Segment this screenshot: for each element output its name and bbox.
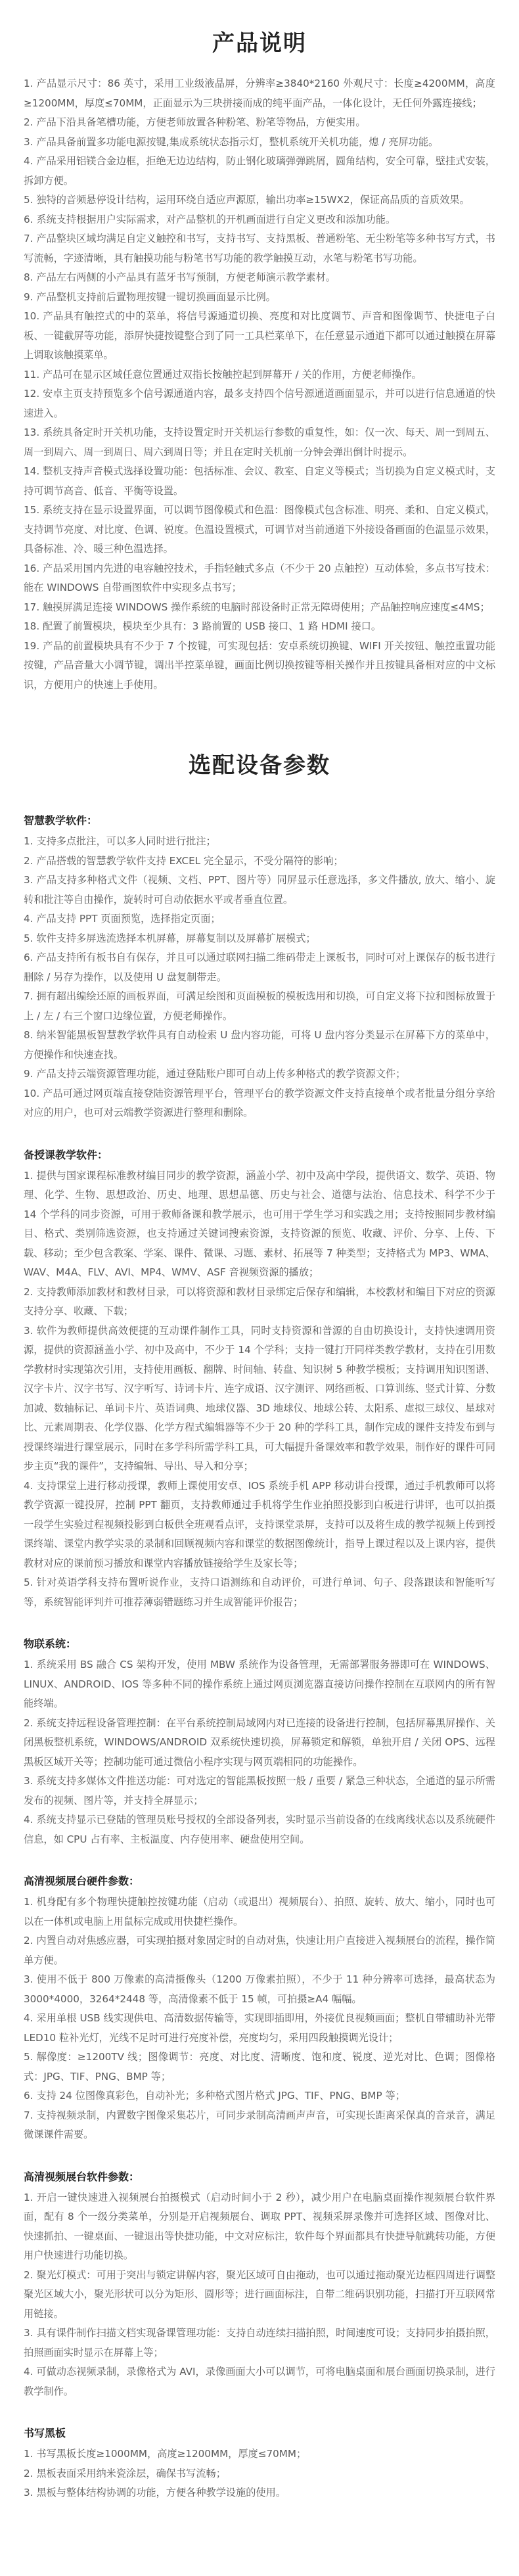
product-item: 2. 产品下沿具备笔槽功能，方便老师放置各种粉笔、粉笔等物品，方便实用。 <box>24 116 366 128</box>
product-item: 9. 产品整机支持前后置物理按键一键切换画面显示比例。 <box>24 290 276 303</box>
spec-section-heading: 书写黑板 <box>24 2427 66 2439</box>
spec-item: 9. 产品支持云端资源管理功能，通过登陆账户即可自动上传多种格式的教学资源文件； <box>24 1068 406 1080</box>
spec-item: 8. 纳米智能黑板智慧教学软件具有自动检索 U 盘内容功能，可将 U 盘内容分类显示在屏幕下方的菜单中，方便操作和快速查找。 <box>24 1029 495 1061</box>
spec-item: 4. 产品支持 PPT 页面预览，选择指定页面； <box>24 913 221 925</box>
spec-section <box>24 1872 495 2145</box>
product-item: 8. 产品左右两侧的小产品具有蓝牙书写预制，方便老师演示教学素材。 <box>24 271 336 283</box>
spec-item: 5. 针对英语学科支持布置听说作业，支持口语测练和自动评价，可进行单词、句子、段落跟读和智能听写等，系统智能评判并可推荐薄弱错题练习并生成智能评价报告； <box>24 1576 495 1608</box>
spec-item: 1. 提供与国家课程标准教材编目同步的教学资源，涵盖小学、初中及高中学段，提供语文、数学、英语、物理、化学、生物、思想政治、历史、地理、思想品德、历史与社会、道德与法治、信息技术、科学不少于 14 个学科的同步资源，可用于教师备课和教学展示，也可用于学生学习和实践之用；支持按照同步教材编目、格式、类别筛选资源，也支持通过关键词搜索资源，支持资源的预览、收藏、评价、分享、上传、下载、移动；至少包含教案、学案、课件、微课、习题、素材、拓展等 7 种类型；支持格式为 MP3、WMA、WAV、M4A、FLV、AVI、MP4、WMV、ASF 音视频资源的播放； <box>24 1169 495 1278</box>
product-item: 17. 触摸屏满足连接 WINDOWS 操作系统的电脑时部设备时正常无障碍使用；产品触控响应速度≤4MS； <box>24 601 490 613</box>
spec-item: 4. 系统支持显示已登陆的管理员账号授权的全部设备列表，实时显示当前设备的在线离线状态以及系统硬件信息，如 CPU 占有率、主板温度、内存使用率、硬盘使用空间。 <box>24 1814 495 1845</box>
spec-section <box>24 2167 495 2402</box>
spec-item: 3. 使用不低于 800 万像素的高清摄像头（1200 万像素拍照），不少于 11 种分辨率可选择，最高状态为 3000*4000，3264*2448 等，高清像素不低于 15 帧，可拍摄≥A4 幅幅。 <box>24 1973 495 2005</box>
spec-item: 2. 内置自动对焦感应器，可实现拍摄对象固定时的自动对焦，快速让用户直接进入视频展台的流程，操作简单方便。 <box>24 1935 495 1966</box>
spec-item: 6. 支持 24 位图像真彩色，自动补光；多种格式图片格式 JPG、TIF、PNG、BMP 等； <box>24 2090 405 2102</box>
spec-section-heading: 备授课教学软件： <box>24 1148 108 1161</box>
spec-item: 1. 开启一键快速进入视频展台拍摄模式（启动时间小于 2 秒），减少用户在电脑桌面操作视频展台软件界面，配有 8 个一级分类菜单，分别是开启视频展台、调取 PPT、视频采屏录像并可选择区域、图像对比、快速抓拍、一键桌面、一键退出等快捷功能，中文对应标注，软件每个界面都具有快捷导航跳转功能，方便用户快速进行功能切换。 <box>24 2191 495 2261</box>
product-item: 6. 系统支持根据用户实际需求，对产品整机的开机画面进行自定义更改和添加功能。 <box>24 213 396 225</box>
spec-item: 3. 系统支持多媒体文件推送功能：可对选定的智能黑板按照一般 / 重要 / 紧急三种状态，全通道的显示所需发布的视频、图片等，并支持全屏显示； <box>24 1775 495 1806</box>
product-description-title: 产品说明 <box>212 30 307 57</box>
spec-item: 3. 具有课件制作扫描文档实现备课管理功能：支持自动连续扫描拍照，时间速度可设；支持同步拍摄拍照，拍照画面实时显示在屏幕上等； <box>24 2327 495 2358</box>
spec-item: 2. 聚光灯模式：可用于突出与锁定讲解内容，聚光区域可自由拖动，也可以通过拖动聚光边框四周进行调整聚光区域大小，聚光形状可以分为矩形、圆形等；进行画面标注，自带二维码识别功能，扫描打开互联网常用链接。 <box>24 2268 495 2320</box>
product-item: 16. 产品采用国内先进的电容触控技术，手指轻触式多点（不少于 20 点触控）互动体验，多点书写技术：能在 WINDOWS 自带画图软件中实现多点书写； <box>24 562 495 593</box>
product-item: 14. 整机支持声音模式选择设置功能：包括标准、会议、教室、自定义等模式；当切换为自定义模式时，支持可调节高音、低音、平衡等设置。 <box>24 465 495 497</box>
product-item: 3. 产品具备前置多功能电源按键,集成系统状态指示灯，整机系统开关机功能，熄 / 亮屏功能。 <box>24 135 439 148</box>
spec-item: 2. 支持教师添加教材和教材目录，可以将资源和教材目录绑定后保存和编辑，本校教材和编目下对应的资源支持分享、收藏、下载； <box>24 1285 495 1317</box>
spec-item: 5. 软件支持多屏选流选择本机屏幕，屏幕复制以及屏幕扩展模式； <box>24 932 316 944</box>
spec-section <box>24 2424 495 2503</box>
product-item: 5. 独特的音频悬停设计结构，运用环绕自适应声源原，输出功率≥15WX2，保证高品质的音质效果。 <box>24 194 470 206</box>
selection-parameters-title: 选配设备参数 <box>189 752 330 779</box>
product-item: 7. 产品整块区域均满足自定义触控和书写，支持书写、支持黑板、普通粉笔、无尘粉笔等多种书写方式，书写流畅，字迹清晰，具有触摸功能与粉笔书写功能的教学触摸互动，水笔与粉笔书写功能。 <box>24 233 495 264</box>
product-item: 18. 配置了前置模块，模块至少具有：3 路前置的 USB 接口、1 路 HDMI 接口。 <box>24 620 382 632</box>
spec-item: 2. 黑板表面采用纳米瓷涂层，确保书写流畅； <box>24 2467 226 2479</box>
spec-item: 3. 软件为教师提供高效便捷的互动课件制作工具，同时支持资源和普源的自由切换设计，支持快速调用资源，提供的资源涵盖小学、初中及高中，不少于 14 个学科；支持一键打开同样类教学教材，支持在引用数学教材时实现第次引用，支持使用画板、翻牌、时间轴、转盘、知识树 5 种教学模板；支持调用知识图谱、汉字卡片、汉字书写、汉字听写、诗词卡片、连字成语、汉字测评、网络画板、口算训练、竖式计算、分数加减、数轴标记、单词卡片、英语词典、地球仪器、3D 地球仪、地球公转、太阳系、虚拟三球仪、星球对比、元素周期表、化学仪器、化学方程式编辑器等不少于 20 种的学科工具，制作完成的课件支持发布到与授课终端进行课堂展示，同时在多学科所需学科工具，可大幅提升备课效率和教学效果，制作好的课件可同步主页“我的课件”，支持编辑、导出、导入和分享； <box>24 1324 495 1472</box>
spec-item: 5. 解像度：≥1200TV 线；图像调节：亮度、对比度、清晰度、饱和度、锐度、逆光对比、色调；图像格式：JPG、TIF、PNG、BMP 等； <box>24 2051 495 2082</box>
spec-section <box>24 1145 495 1613</box>
product-description-list <box>24 74 495 695</box>
product-item: 1. 产品显示尺寸：86 英寸，采用工业级液晶屏，分辨率≥3840*2160 外观尺寸：长度≥4200MM，高度≥1200MM，厚度≤70MM，正面显示为三块拼接而成的纯平面产品，一体化设计，无任何外露连接线； <box>24 78 495 109</box>
spec-item: 2. 系统支持远程设备管理控制：在平台系统控制局域网内对已连接的设备进行控制，包括屏幕黑屏操作、关闭黑板整机系统，WINDOWS/ANDROID 双系统快速切换，屏幕锁定和解锁，单独开启 / 关闭 OPS、远程黑板区域开关等；控制功能可通过微信小程序实现与网页端相同的功能操作。 <box>24 1716 495 1768</box>
spec-item: 1. 书写黑板长度≥1000MM，高度≥1200MM，厚度≤70MM； <box>24 2448 307 2460</box>
spec-item: 7. 拥有超出编绘还原的画板界面，可满足绘图和页面模板的模板选用和切换，可自定义将下拉和图标放置于上 / 左 / 右三个窗口边缘位置，方便老师操作。 <box>24 990 495 1022</box>
spec-section-heading: 高清视频展台硬件参数： <box>24 1875 140 1887</box>
spec-item: 7. 支持视频录制，内置数字图像采集芯片，可同步录制高清画声声音，可实现长距离采保真的音录音，满足微课课件需要。 <box>24 2109 495 2140</box>
product-item: 11. 产品可在显示区域任意位置通过双指长按触控起到屏幕开 / 关的作用，方便老师操作。 <box>24 368 422 380</box>
spec-item: 4. 采用单根 USB 线实现供电、高清数据传输等，实现即插即用，外接优良视频画面；整机自带辅助补光带 LED10 粒补光灯，光线不足时可进行亮度补偿，亮度均匀，采用四段触摸调光设计； <box>24 2012 495 2044</box>
spec-section <box>24 811 495 1123</box>
product-item: 12. 安卓主页支持预览多个信号源通道内容，最多支持四个信号源通道画面显示，并可以进行信息通道的快速进入。 <box>24 388 495 419</box>
product-item: 19. 产品的前置模块具有不少于 7 个按键，可实现包括：安卓系统切换键、WIFI 开关按钮、触控重置功能按键，产品音量大小调节键，调出半控菜单键，画面比例切换按键等相关操作并且按键具备相对应的中文标识，方便用户的快速上手使用。 <box>24 639 495 691</box>
spec-item: 3. 产品支持多种格式文件（视频、文档、PPT、图片等）同屏显示任意选择，多文件播放, 放大、缩小、旋转和批注等自由操作，旋转时可自动依据水平或者垂直位置。 <box>24 874 495 906</box>
product-item: 13. 系统具备定时开关机功能，支持设置定时开关机运行参数的重复性，如：仅一次、每天、周一到周五、周一到周六、周一到周日、周六到周日等；并且在定时关机前一分钟会弹出倒计时提示。 <box>24 426 495 458</box>
product-item: 10. 产品具有触控式的中的菜单，将信号源通道切换、亮度和对比度调节、声音和图像调节、快捷电子白板、一键截屏等功能，添屏快捷按键整合到了同一工具栏菜单下，在任意显示通道下都可以通过触摸在屏幕上调取该触摸菜单。 <box>24 310 495 361</box>
spec-item: 4. 支持课堂上进行移动授课，教师上课使用安卓、IOS 系统手机 APP 移动讲台授课，通过手机教师可以将教学资源一键投屏，控制 PPT 翻页，支持教师通过手机将学生作业拍照投影到白板进行讲评，也可以拍摄一段学生实验过程视频投影到白板供全班观看点评，支持课堂录屏，支持可以及将生成的教学视频上传到授课终端、课堂内教学实录的录制和回顾视频内容和课堂的数据图像统计，指导上课过程以及上课内容，提供教材对应的课前预习播放和课堂内容播放链接给学生及家长等； <box>24 1479 495 1569</box>
spec-item: 1. 支持多点批注，可以多人同时进行批注； <box>24 835 216 847</box>
spec-item: 6. 产品支持所有板书自有保存，并且可以通过联网扫描二维码带走上课板书，同时可对上课保存的板书进行删除 / 另存为操作，以及使用 U 盘复制带走。 <box>24 952 495 983</box>
product-item: 4. 产品采用铝镁合金边框，拒绝无边边结构，防止钢化玻璃弹弹跳屑，圆角结构，安全可靠，壁挂式安装，拆卸方便。 <box>24 155 495 187</box>
spec-item: 10. 产品可通过网页端直接登陆资源管理平台，管理平台的教学资源文件支持直接单个或者批量分组分享给对应的用户，也可对云端教学资源进行整理和删除。 <box>24 1087 495 1118</box>
spec-item: 2. 产品搭载的智慧教学软件支持 EXCEL 完全显示，不受分隔符的影响； <box>24 854 344 867</box>
spec-section <box>24 1634 495 1849</box>
spec-item: 1. 机身配有多个物理快捷触控按键功能（启动（或退出）视频展台）、拍照、旋转、放大、缩小，同时也可以在一体机或电脑上用鼠标完成或用快捷栏操作。 <box>24 1896 495 1927</box>
spec-item: 1. 系统采用 BS 融合 CS 架构开发，使用 MBW 系统作为设备管理，无需部署服务器即可在 WINDOWS、LINUX、ANDROID、IOS 等多种不同的操作系统上通过网页浏览器直接访问操作控制在互联网内的所有智能终端。 <box>24 1659 495 1709</box>
selection-parameters-sections <box>24 811 495 2503</box>
spec-section-heading: 物联系统： <box>24 1638 77 1650</box>
spec-section-heading: 智慧教学软件： <box>24 814 98 827</box>
spec-section-heading: 高清视频展台软件参数： <box>24 2170 140 2183</box>
spec-item: 3. 黑板与整体结构协调的功能，方便各种教学设施的使用。 <box>24 2487 286 2498</box>
product-item: 15. 系统支持在显示设置界面，可以调节图像模式和色温：图像模式包含标准、明亮、柔和、自定义模式，支持调节亮度、对比度、色调、锐度。色温设置模式，可调节对当前通道下外接设备画面的色温显示效果，具备标准、冷、暖三种色温选择。 <box>24 504 495 555</box>
spec-item: 4. 可做动态视频录制，录像格式为 AVI，录像画面大小可以调节，可将电脑桌面和展台画面切换录制，进行教学制作。 <box>24 2366 495 2397</box>
